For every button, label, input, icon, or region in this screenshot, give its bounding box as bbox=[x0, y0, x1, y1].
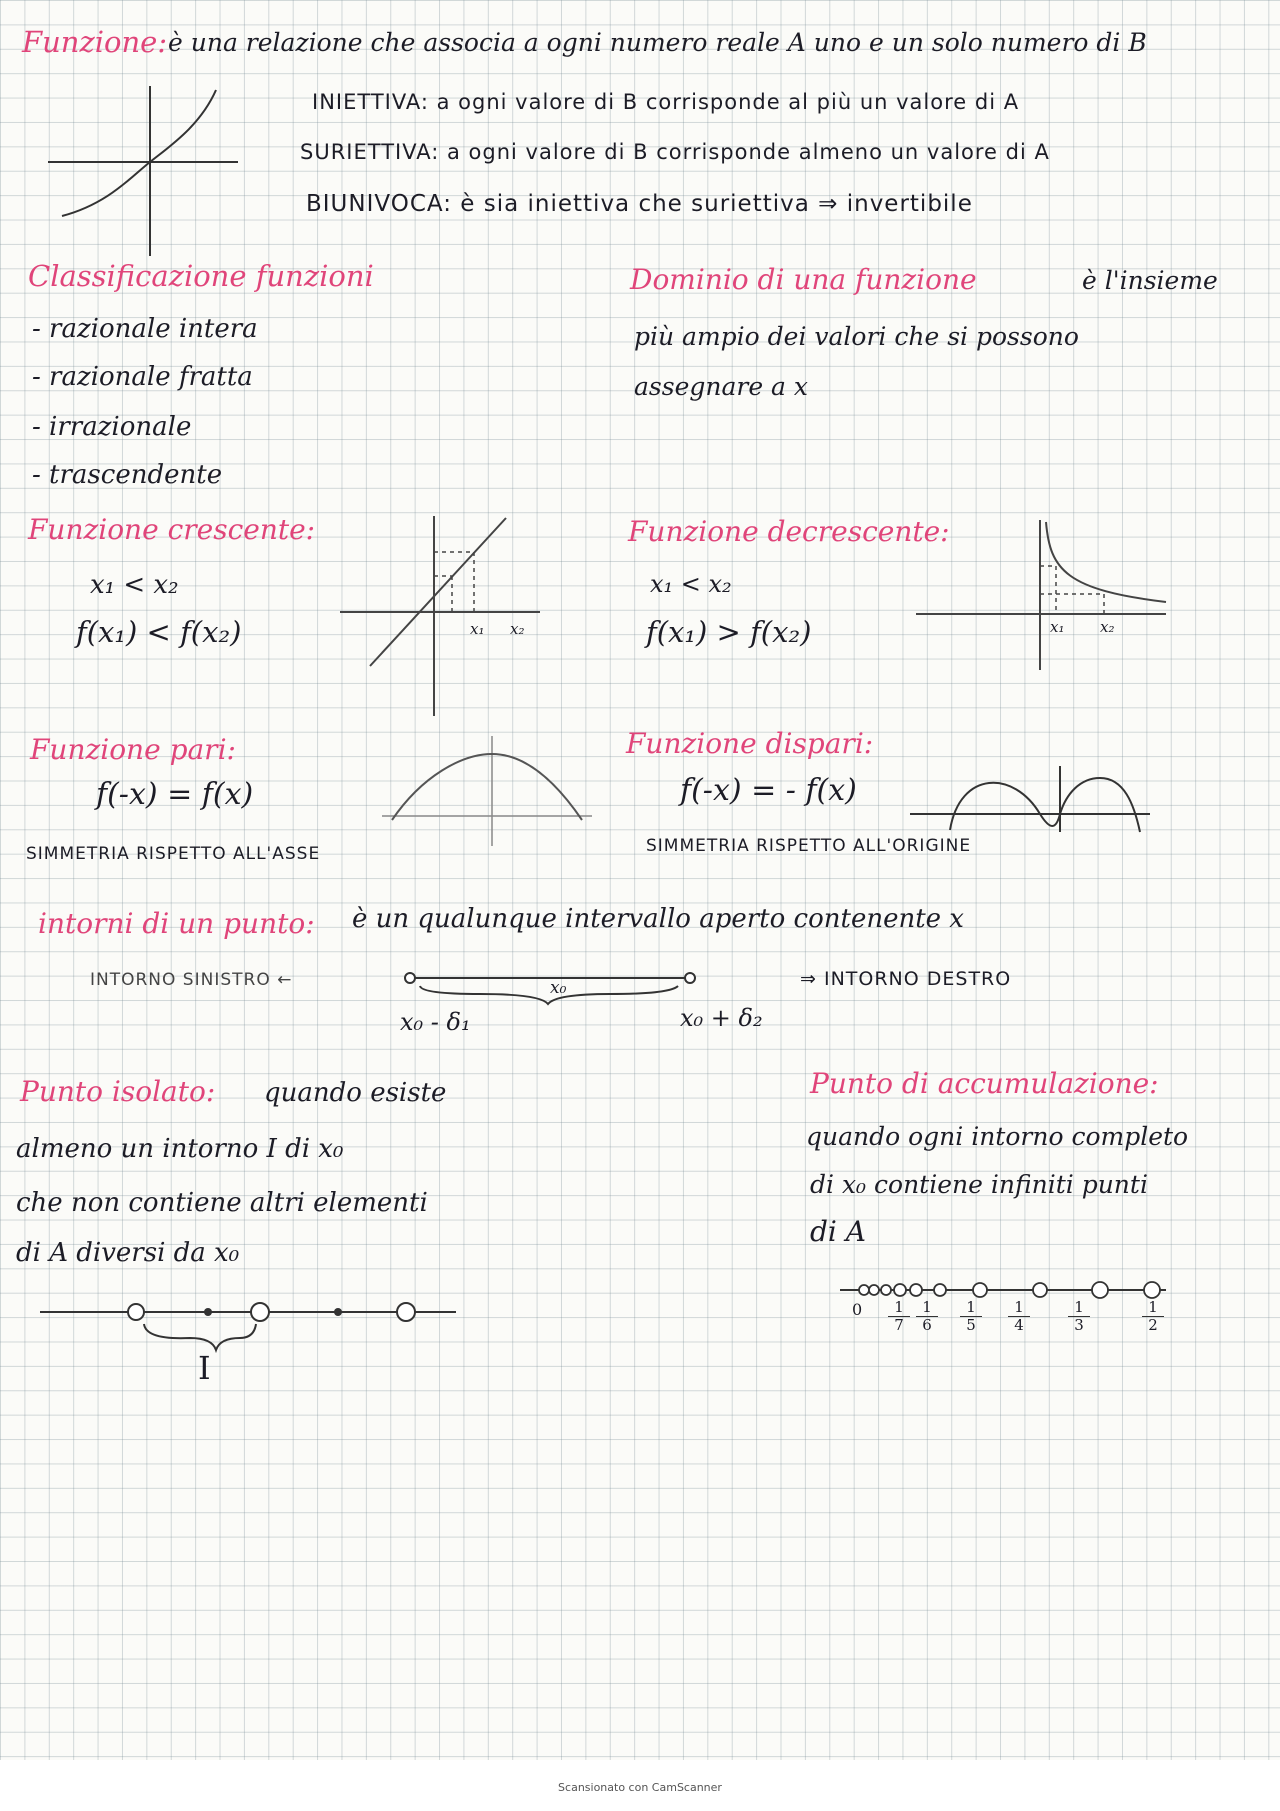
pari-note: SIMMETRIA RISPETTO ALL'ASSE bbox=[26, 844, 321, 864]
accumulazione-line-3: di A bbox=[810, 1215, 866, 1248]
classificazione-item-1: - razionale intera bbox=[32, 314, 258, 344]
isolato-title: Punto isolato: bbox=[20, 1075, 216, 1108]
funzione-title: Funzione: bbox=[22, 25, 168, 59]
accumulazione-line-1: quando ogni intorno completo bbox=[806, 1122, 1189, 1151]
intorni-right-end: x₀ + δ₂ bbox=[680, 1004, 763, 1032]
suriettiva-line: SURIETTIVA: a ogni valore di B corrisponde almeno un valore di A bbox=[300, 140, 1050, 164]
intorni-title: intorni di un punto: bbox=[38, 907, 315, 940]
crescente-title: Funzione crescente: bbox=[28, 513, 316, 546]
crescente-graph bbox=[340, 516, 540, 716]
decrescente-x1-label: x₁ bbox=[1050, 618, 1065, 636]
intorno-sinistro-label: INTORNO SINISTRO ← bbox=[90, 970, 293, 990]
decrescente-cond-2: f(x₁) > f(x₂) bbox=[646, 615, 812, 649]
biunivoca-line: BIUNIVOCA: è sia iniettiva che suriettiva ⇒ invertibile bbox=[306, 191, 973, 217]
isolato-number-line bbox=[40, 1290, 460, 1390]
iniettiva-line: INIETTIVA: a ogni valore di B corrisponde al più un valore di A bbox=[312, 90, 1020, 114]
decrescente-graph bbox=[916, 520, 1166, 670]
classificazione-item-2: - razionale fratta bbox=[32, 362, 253, 392]
pari-title: Funzione pari: bbox=[30, 733, 236, 766]
crescente-x1-label: x₁ bbox=[470, 620, 485, 638]
dominio-line-3: assegnare a x bbox=[634, 372, 809, 401]
accumulazione-line-2: di x₀ contiene infiniti punti bbox=[810, 1170, 1148, 1199]
fraction-1-3: 1 3 bbox=[1068, 1300, 1090, 1333]
crescente-cond-1: x₁ < x₂ bbox=[90, 570, 179, 600]
funzione-definition: è una relazione che associa a ogni numero reale A uno e un solo numero di B bbox=[168, 28, 1147, 57]
pari-formula: f(-x) = f(x) bbox=[96, 777, 254, 812]
dispari-title: Funzione dispari: bbox=[626, 727, 874, 760]
dominio-line-2: più ampio dei valori che si possono bbox=[634, 322, 1079, 351]
intorni-definition: è un qualunque intervallo aperto contenente x bbox=[352, 904, 964, 934]
intorno-destro-label: ⇒ INTORNO DESTRO bbox=[800, 968, 1012, 990]
pari-graph bbox=[382, 736, 592, 846]
fraction-1-5: 1 5 bbox=[960, 1300, 982, 1333]
decrescente-title: Funzione decrescente: bbox=[628, 515, 950, 548]
fraction-1-6: 1 6 bbox=[916, 1300, 938, 1333]
isolato-line-3: che non contiene altri elementi bbox=[16, 1188, 428, 1218]
isolato-line-4: di A diversi da x₀ bbox=[16, 1238, 240, 1268]
accumulation-point-dense-1 bbox=[859, 1285, 869, 1295]
accumulazione-title: Punto di accumulazione: bbox=[810, 1067, 1159, 1100]
bijection-graph bbox=[48, 86, 238, 256]
accumulazione-zero-label: 0 bbox=[852, 1300, 863, 1319]
fraction-1-2: 1 2 bbox=[1142, 1300, 1164, 1333]
crescente-x2-label: x₂ bbox=[510, 620, 525, 638]
scanner-watermark: Scansionato con CamScanner bbox=[558, 1781, 722, 1794]
crescente-cond-2: f(x₁) < f(x₂) bbox=[76, 615, 242, 649]
classificazione-item-3: - irrazionale bbox=[32, 412, 192, 442]
intorni-x0-label: x₀ bbox=[550, 978, 567, 998]
decrescente-x2-label: x₂ bbox=[1100, 618, 1115, 636]
dispari-note: SIMMETRIA RISPETTO ALL'ORIGINE bbox=[646, 836, 972, 856]
fraction-1-7: 1 7 bbox=[888, 1300, 910, 1333]
dominio-title: Dominio di una funzione bbox=[630, 263, 977, 296]
dominio-line-1: è l'insieme bbox=[1082, 266, 1218, 295]
isolato-interval-label: I bbox=[198, 1349, 211, 1387]
dispari-graph bbox=[910, 764, 1150, 844]
decrescente-cond-1: x₁ < x₂ bbox=[650, 570, 732, 598]
isolato-line-2: almeno un intorno I di x₀ bbox=[16, 1134, 344, 1164]
intorni-left-end: x₀ - δ₁ bbox=[400, 1008, 471, 1036]
classificazione-item-4: - trascendente bbox=[32, 460, 223, 490]
classificazione-title: Classificazione funzioni bbox=[28, 259, 374, 293]
isolato-line-1: quando esiste bbox=[264, 1078, 447, 1108]
fraction-1-4: 1 4 bbox=[1008, 1300, 1030, 1333]
dispari-formula: f(-x) = - f(x) bbox=[680, 773, 857, 808]
